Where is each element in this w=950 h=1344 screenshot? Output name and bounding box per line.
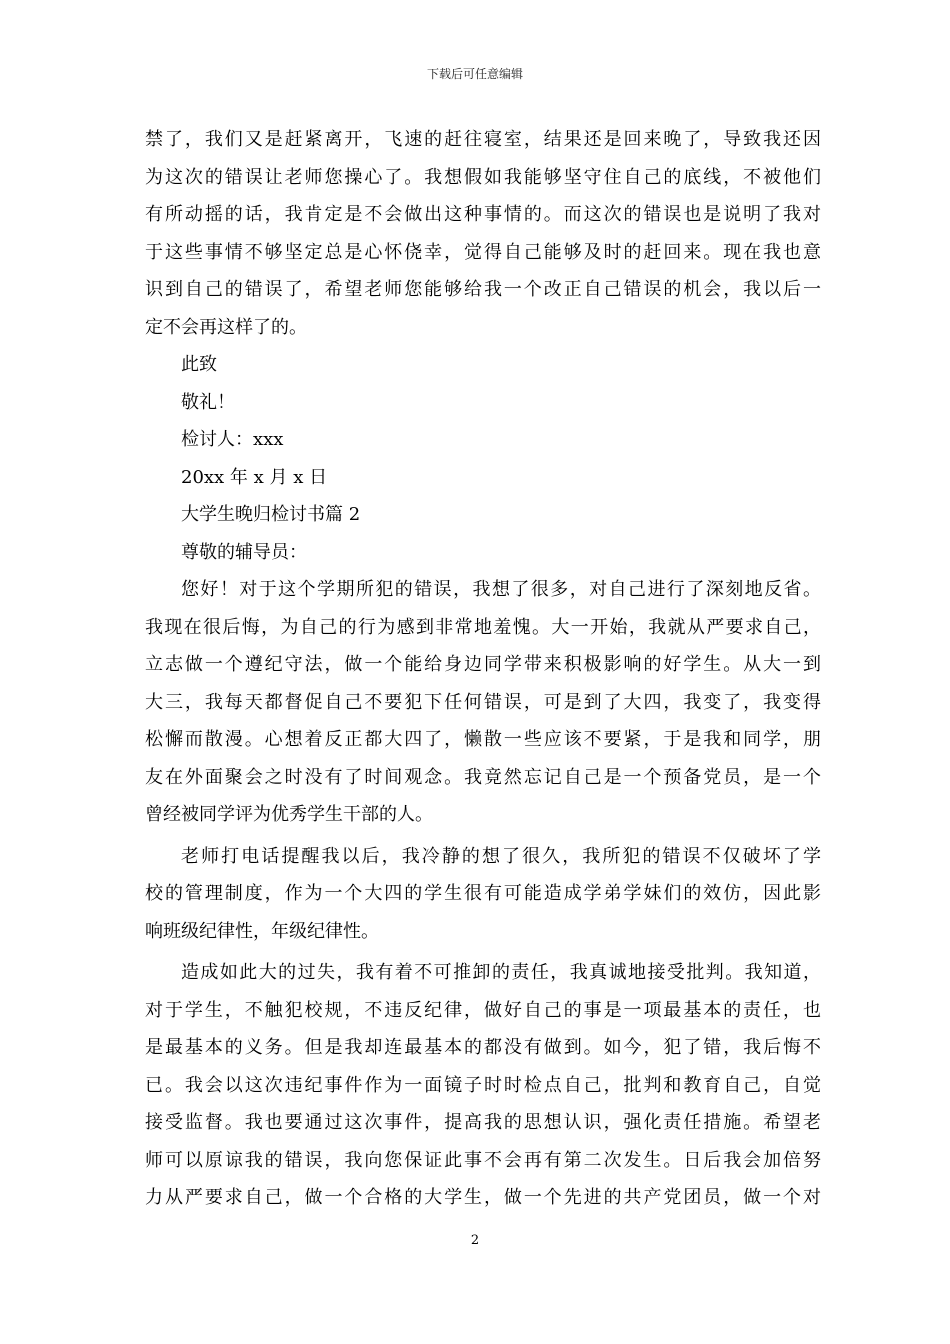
paragraph-line: 老师打电话提醒我以后，我冷静的想了很久，我所犯的错误不仅破坏了学 <box>181 845 821 867</box>
paragraph-line: 有所动摇的话，我肯定是不会做出这种事情的。而这次的错误也是说明了我对 <box>145 204 821 225</box>
paragraph-line: 响班级纪律性，年级纪律性。 <box>145 920 379 942</box>
paragraph-line: 识到自己的错误了，希望老师您能够给我一个改正自己错误的机会，我以后一 <box>145 279 821 300</box>
paragraph-line: 友在外面聚会之时没有了时间观念。我竟然忘记自己是一个预备党员，是一个 <box>145 766 821 788</box>
paragraph-line: 您好！对于这个学期所犯的错误，我想了很多，对自己进行了深刻地反省。 <box>181 579 821 600</box>
letter-closing: 此致 <box>181 354 217 375</box>
page-header: 下载后可任意编辑 <box>426 67 523 81</box>
paragraph-line: 大三，我每天都督促自己不要犯下任何错误，可是到了大四，我变了，我变得 <box>145 691 821 713</box>
letter-salute: 敬礼！ <box>181 391 235 413</box>
paragraph-line: 对于学生，不触犯校规，不违反纪律，做好自己的事是一项最基本的责任，也 <box>145 999 821 1021</box>
paragraph-line: 为这次的错误让老师您操心了。我想假如我能够坚守住自己的底线，不被他们 <box>145 166 821 188</box>
letter-date: 20xx 年 x 月 x 日 <box>181 466 328 488</box>
paragraph-line: 接受监督。我也要通过这次事件，提高我的思想认识，强化责任措施。希望老 <box>145 1112 821 1133</box>
paragraph-line: 师可以原谅我的错误，我向您保证此事不会再有第二次发生。日后我会加倍努 <box>145 1149 821 1171</box>
paragraph-line: 立志做一个遵纪守法，做一个能给身边同学带来积极影响的好学生。从大一到 <box>145 654 821 675</box>
paragraph-line: 我现在很后悔，为自己的行为感到非常地羞愧。大一开始，我就从严要求自己， <box>145 616 821 638</box>
paragraph-line: 已。我会以这次违纪事件作为一面镜子时时检点自己，批判和教育自己，自觉 <box>145 1074 821 1096</box>
letter-signer: 检讨人：xxx <box>181 429 284 450</box>
paragraph-line: 禁了，我们又是赶紧离开，飞速的赶往寝室，结果还是回来晚了，导致我还因 <box>145 129 821 150</box>
paragraph-line: 于这些事情不够坚定总是心怀侥幸，觉得自己能够及时的赶回来。现在我也意 <box>145 241 821 263</box>
page-number: 2 <box>470 1233 480 1248</box>
paragraph-line: 松懈而散漫。心想着反正都大四了，懒散一些应该不要紧，于是我和同学，朋 <box>145 729 821 750</box>
paragraph-line: 校的管理制度，作为一个大四的学生很有可能造成学弟学妹们的效仿，因此影 <box>145 883 821 904</box>
document-body <box>145 121 821 1217</box>
paragraph-line: 造成如此大的过失，我有着不可推卸的责任，我真诚地接受批判。我知道， <box>181 962 821 983</box>
paragraph-line: 力从严要求自己，做一个合格的大学生，做一个先进的共产党团员，做一个对 <box>145 1187 821 1208</box>
paragraph-line: 是最基本的义务。但是我却连最基本的都没有做到。如今，犯了错，我后悔不 <box>145 1037 821 1058</box>
paragraph-line: 定不会再这样了的。 <box>145 316 307 338</box>
paragraph-line: 曾经被同学评为优秀学生干部的人。 <box>145 804 433 825</box>
section-title: 大学生晚归检讨书篇 2 <box>181 504 361 525</box>
letter-greeting: 尊敬的辅导员： <box>181 541 307 563</box>
